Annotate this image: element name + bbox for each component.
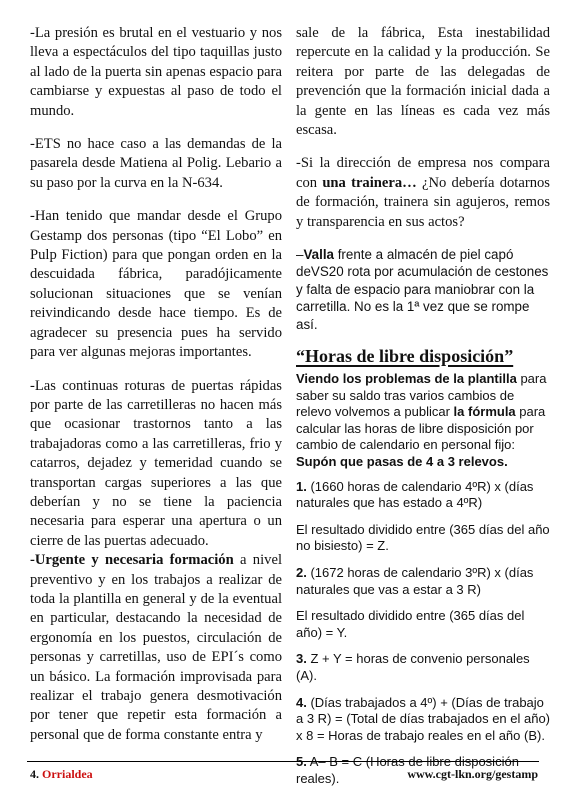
trainera-text-b: ¿No debería dotarnos de formación, trainera sin agujeros, remos y transparencia en sus actos? <box>296 174 550 230</box>
paragraph-formacion <box>30 551 282 745</box>
step-2-text: (1672 horas de calendario 3ºR) x (días naturales que vas a estar a 3 R) <box>296 565 534 597</box>
valla-bold: Valla <box>303 247 334 263</box>
paragraph-ets: -ETS no hace caso a las demandas de la pasarela desde Matiena al Polig. Lebario a su paso por la curva en la N-634. <box>30 136 282 191</box>
step-2-num: 2. <box>296 565 307 581</box>
footer-divider <box>27 761 539 762</box>
intro-bold-3: Supón que pasas de 4 a 3 relevos. <box>296 454 508 470</box>
intro-text-b: para calcular las horas de libre disposición por cambio de calendario en personal fijo: <box>296 404 546 453</box>
valla-text: frente a almacén de piel capó deVS20 rota por acumulación de cestones y falta de espacio para maniobrar con la carretilla. No es la 1ª vez que se rompe así. <box>296 247 549 332</box>
paragraph-valla <box>296 246 550 333</box>
formula-step-1 <box>296 479 550 512</box>
right-column <box>296 24 550 788</box>
intro-bold-1: Viendo los problemas de la plantilla <box>296 371 517 387</box>
formula-step-4 <box>296 695 550 745</box>
formula-result-1: El resultado dividido entre (365 días del año no bisiesto) = Z. <box>296 521 550 554</box>
paragraph-intro <box>296 371 550 471</box>
formacion-bold: -Urgente y necesaria formación <box>30 552 234 569</box>
trainera-bold: una trainera… <box>322 174 417 191</box>
paragraph-vestuario: -La presión es brutal en el vestuario y nos lleva a espectáculos del tipo taquillas justo al lado de la puerta sin apenas espacio para cambiarse y expuestas al paso de todo el mundo. <box>30 25 282 119</box>
intro-text-a: para saber su saldo tras varios cambios de relevo volvemos a publicar <box>296 371 547 420</box>
step-3-num: 3. <box>296 651 307 667</box>
paragraph-puertas: -Las continuas roturas de puertas rápidas por parte de las carretilleras no hacen más que ocasionar trastornos tanto a las trabajadoras como a las carretilleras, frio y catarros, dejadez y temeridad cuando se transportan cargas superiores a las que deberían y no se tiene la paciencia necesaria para esperar una apertura o un cierre de las puertas adecuado. <box>30 377 282 549</box>
section-heading: “Horas de libre disposición” <box>296 346 514 367</box>
intro-bold-2: la fórmula <box>453 404 516 420</box>
page-number: 4. <box>30 767 39 781</box>
valla-dash: – <box>296 247 304 263</box>
step-4-text: (Días trabajados a 4º) + (Días de trabajo a 3 R) = (Total de días trabajados en el año) x 8 = Horas de trabajo reales en el año (B). <box>296 694 551 743</box>
formula-result-2: El resultado dividido entre (365 días del año) = Y. <box>296 608 525 640</box>
paragraph-trainera <box>296 154 550 232</box>
step-3-text: Z + Y = horas de convenio personales (A). <box>296 651 530 683</box>
step-5-num: 5. <box>296 754 307 770</box>
paragraph-inestabilidad: sale de la fábrica, Esta inestabilidad repercute en la calidad y la producción. Se reitera por parte de las delegadas de prevención que la formación inicial dada a la gente en las líneas es cada vez más escasa. <box>296 25 550 139</box>
step-1-num: 1. <box>296 478 307 494</box>
formula-step-3 <box>296 651 550 684</box>
formacion-text: a nivel preventivo y en los trabajos a realizar de toda la plantilla en general y de la eventual en particular, destacando la necesidad de ergonomía en los puestos, circulación de personas y carretillas, uso de EPI´s como un básico. La formación improvisada para realizar el trabajo genera desmotivación por tener que repetir esta formación a personal que de forma constante entra y <box>30 552 282 743</box>
left-column <box>30 24 282 759</box>
step-1-text: (1660 horas de calendario 4ºR) x (días naturales que has estado a 4ºR) <box>296 478 534 511</box>
trainera-text-a: -Si la dirección de empresa nos compara con <box>296 155 550 191</box>
footer-page-label <box>30 767 93 782</box>
step-4-num: 4. <box>296 694 307 710</box>
paragraph-gestamp: -Han tenido que mandar desde el Grupo Gestamp dos personas (tipo “El Lobo” en Pulp Fiction) para que pongan orden en la descuidada fábrica, paradójicamente solucionan situaciones que se venían reivindicando desde hace tiempo. Es de agradecer su presencia pues ha servido para ver algunas mejoras importantes. <box>30 208 282 361</box>
formula-step-2 <box>296 565 550 598</box>
footer-url[interactable]: www.cgt-lkn.org/gestamp <box>407 767 538 781</box>
brand-name: Orrialdea <box>42 767 93 781</box>
step-5-text: A– B = C (Horas de libre disposición reales). <box>296 754 519 786</box>
